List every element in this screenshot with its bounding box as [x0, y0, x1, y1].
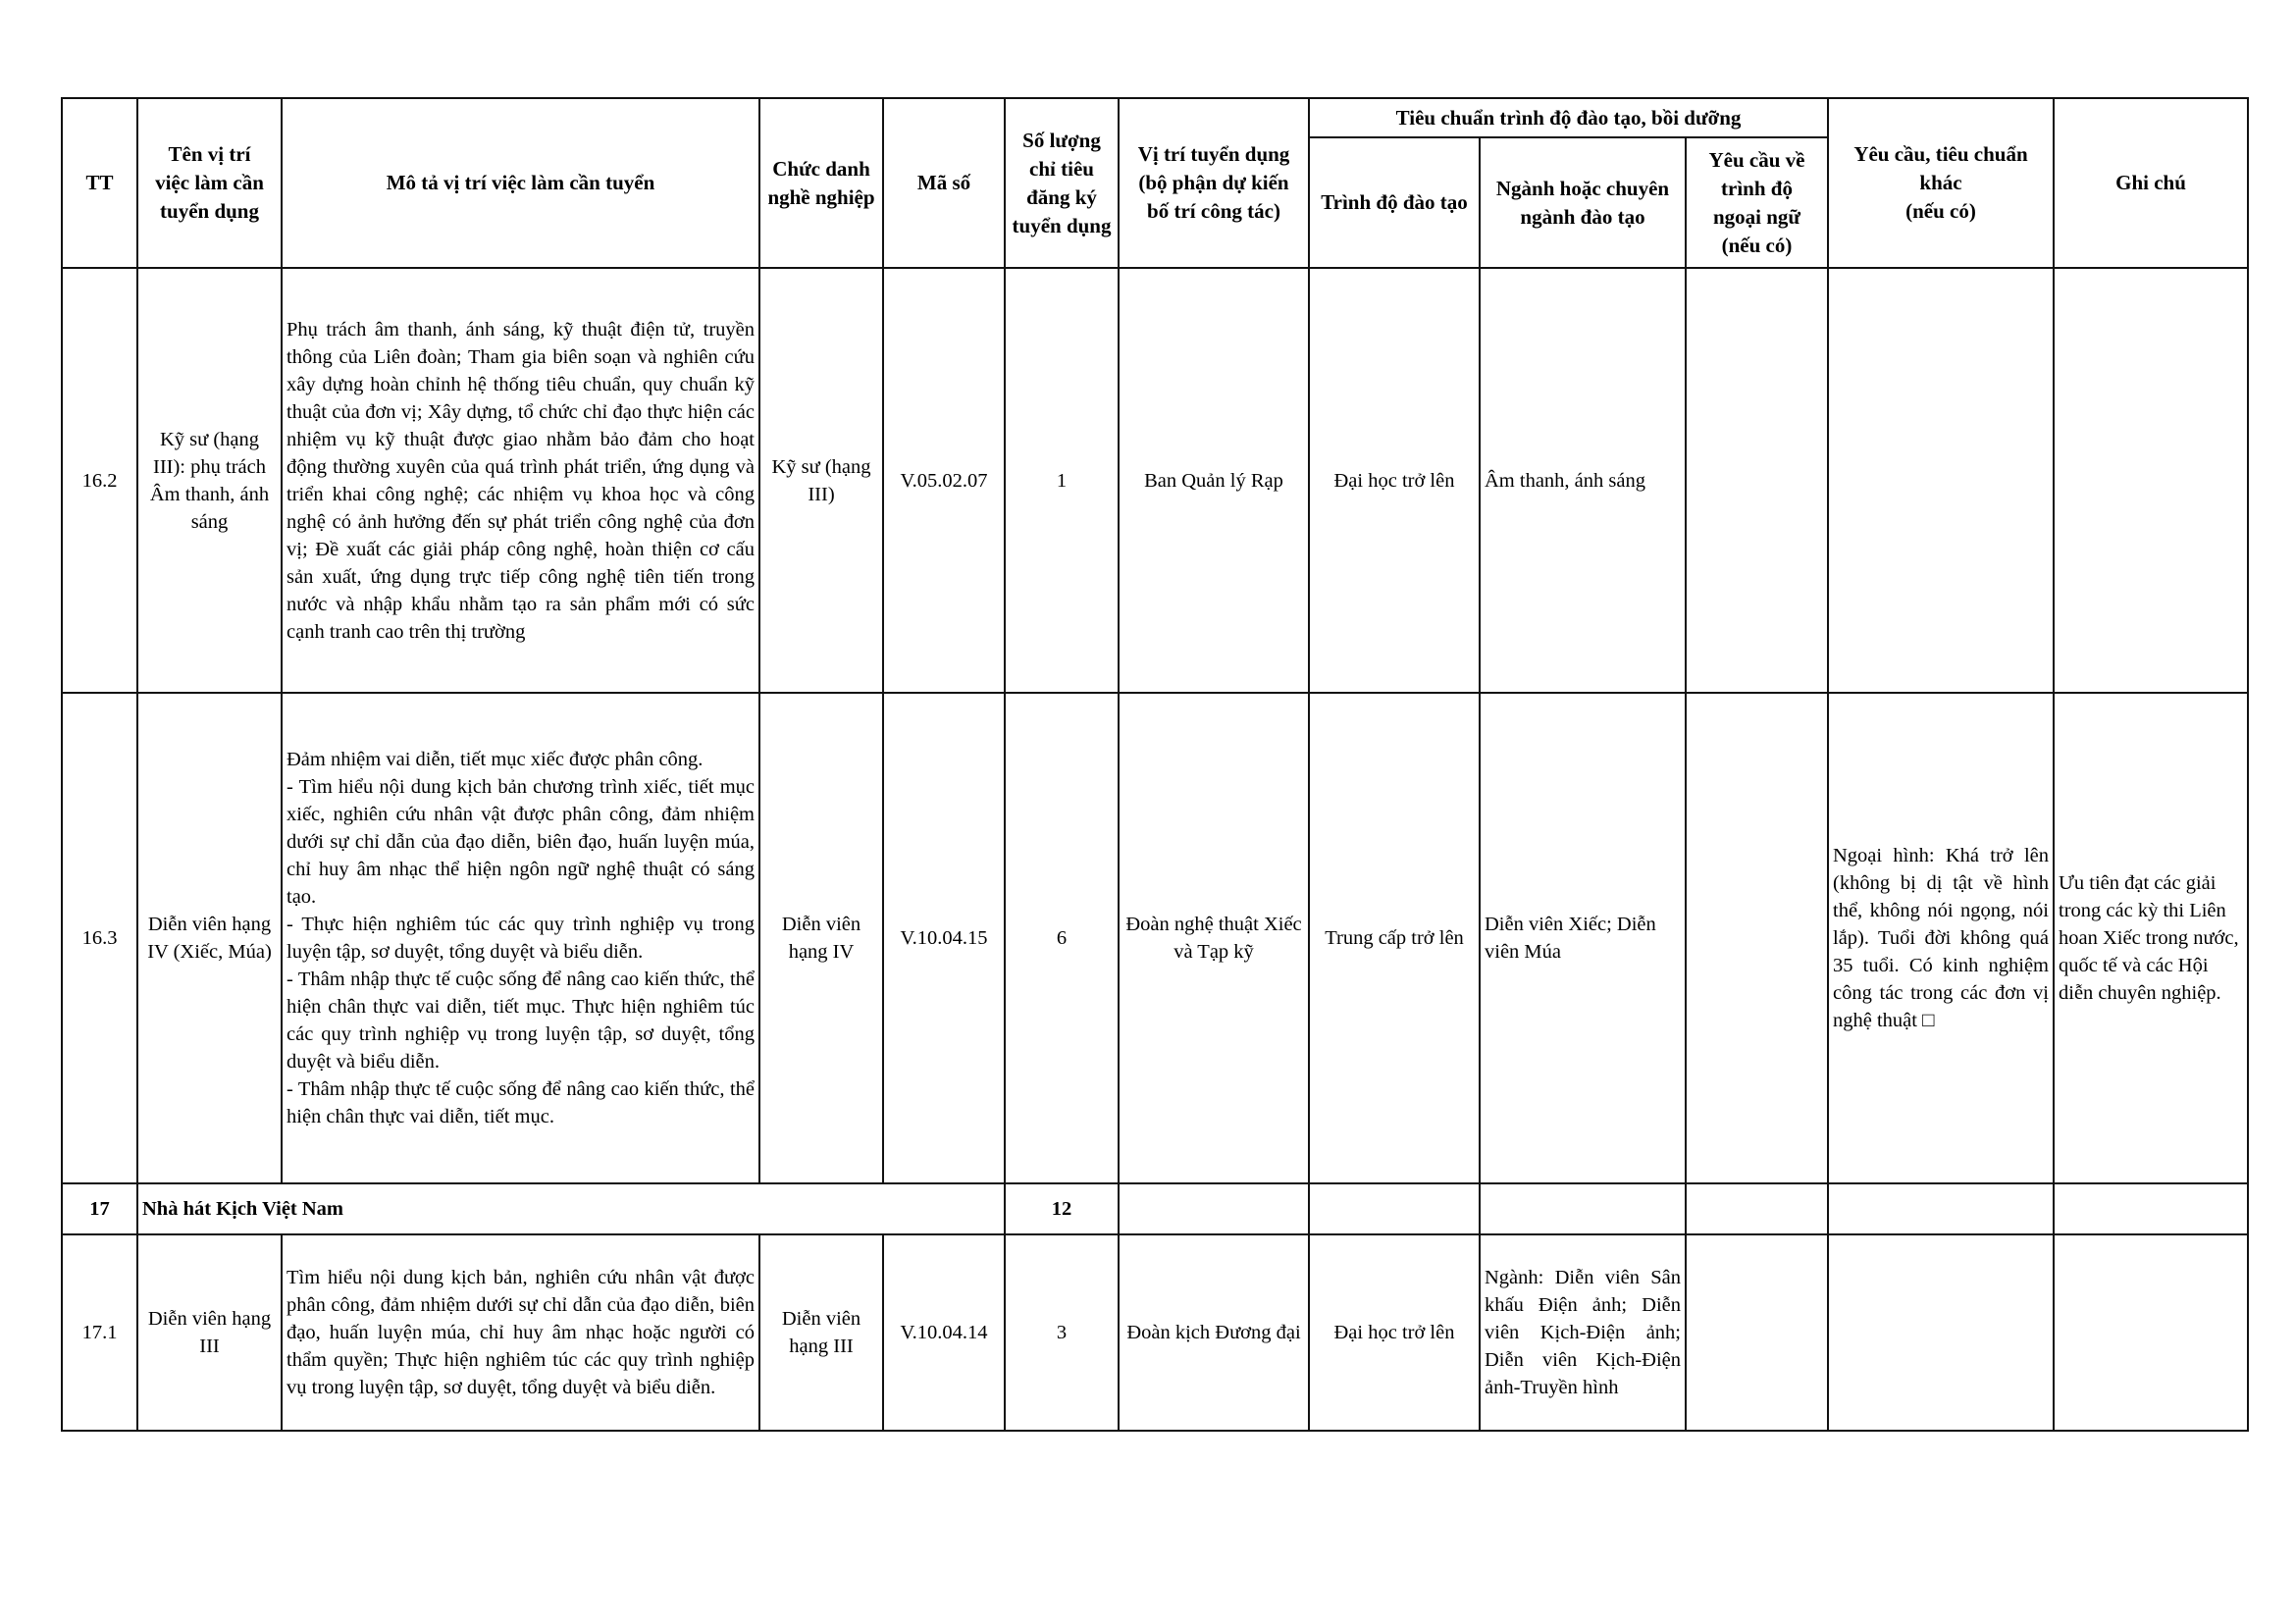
cell-placement: Đoàn nghệ thuật Xiếc và Tạp kỹ: [1119, 693, 1309, 1183]
group-empty-cell: [1309, 1183, 1480, 1234]
header-tt: TT: [62, 98, 137, 268]
group-empty-cell: [1828, 1183, 2054, 1234]
cell-quota: 6: [1005, 693, 1119, 1183]
group-quota: 12: [1005, 1183, 1119, 1234]
header-training-level: Trình độ đào tạo: [1309, 137, 1480, 268]
cell-description: Đảm nhiệm vai diễn, tiết mục xiếc được phân công. - Tìm hiểu nội dung kịch bản chương trình xiếc, tiết mục xiếc, nghiên cứu nhân vật được phân công, đảm nhiệm dưới sự chỉ dẫn của đạo diễn, biên đạo, huấn luyện múa, chỉ huy âm nhạc thể hiện ngôn ngữ nghệ thuật có sáng tạo. - Thực hiện nghiêm túc các quy trình nghiệp vụ trong luyện tập, sơ duyệt, tổng duyệt và biểu diễn. - Thâm nhập thực tế cuộc sống để nâng cao kiến thức, thể hiện chân thực vai diễn, tiết mục. Thực hiện nghiêm túc các quy trình nghiệp vụ trong luyện tập, sơ duyệt, tổng duyệt và biểu diễn. - Thâm nhập thực tế cuộc sống để nâng cao kiến thức, thể hiện chân thực vai diễn, tiết mục.: [282, 693, 759, 1183]
cell-description: Phụ trách âm thanh, ánh sáng, kỹ thuật điện tử, truyền thông của Liên đoàn; Tham gia biên soạn và nghiên cứu xây dựng hoàn chỉnh hệ thống tiêu chuẩn, quy chuẩn kỹ thuật của đơn vị; Xây dựng, tổ chức chỉ đạo thực hiện các nhiệm vụ kỹ thuật được giao nhằm bảo đảm cho hoạt động thường xuyên của quá trình phát triển, ứng dụng và triển khai công nghệ; các nhiệm vụ khoa học và công nghệ có ảnh hưởng đến sự phát triển công nghệ của đơn vị; Đề xuất các giải pháp công nghệ, hoàn thiện cơ cấu sản xuất, ứng dụng trực tiếp công nghệ tiên tiến trong nước và nhập khẩu nhằm tạo ra sản phẩm mới có sức cạnh tranh cao trên thị trường: [282, 268, 759, 693]
cell-title: Kỹ sư (hạng III): [759, 268, 883, 693]
header-placement: Vị trí tuyển dụng (bộ phận dự kiến bố trí công tác): [1119, 98, 1309, 268]
recruitment-table: [61, 97, 2249, 1432]
group-tt: 17: [62, 1183, 137, 1234]
table-row: [62, 268, 2248, 693]
cell-tt: 16.3: [62, 693, 137, 1183]
cell-training-level: Trung cấp trở lên: [1309, 693, 1480, 1183]
header-training-group: Tiêu chuẩn trình độ đào tạo, bồi dưỡng: [1309, 98, 1828, 137]
cell-position-name: Diễn viên hạng IV (Xiếc, Múa): [137, 693, 282, 1183]
cell-other-requirements: Ngoại hình: Khá trở lên (không bị dị tật về hình thể, không nói ngọng, nói lắp). Tuổi đời không quá 35 tuổi. Có kinh nghiệm công tác trong các đơn vị nghệ thuật □: [1828, 693, 2054, 1183]
cell-tt: 17.1: [62, 1234, 137, 1431]
cell-quota: 1: [1005, 268, 1119, 693]
header-quota: Số lượng chỉ tiêu đăng ký tuyển dụng: [1005, 98, 1119, 268]
cell-position-name: Diễn viên hạng III: [137, 1234, 282, 1431]
header-code: Mã số: [883, 98, 1005, 268]
cell-other-requirements: [1828, 268, 2054, 693]
header-major: Ngành hoặc chuyên ngành đào tạo: [1480, 137, 1686, 268]
table-row: [62, 693, 2248, 1183]
group-name: Nhà hát Kịch Việt Nam: [137, 1183, 1005, 1234]
cell-major: Diễn viên Xiếc; Diễn viên Múa: [1480, 693, 1686, 1183]
cell-tt: 16.2: [62, 268, 137, 693]
cell-notes: Ưu tiên đạt các giải trong các kỳ thi Liên hoan Xiếc trong nước, quốc tế và các Hội diễn chuyên nghiệp.: [2054, 693, 2248, 1183]
cell-training-level: Đại học trở lên: [1309, 1234, 1480, 1431]
cell-code: V.10.04.15: [883, 693, 1005, 1183]
cell-code: V.05.02.07: [883, 268, 1005, 693]
header-other-requirements: Yêu cầu, tiêu chuẩn khác (nếu có): [1828, 98, 2054, 268]
cell-title: Diễn viên hạng IV: [759, 693, 883, 1183]
cell-training-level: Đại học trở lên: [1309, 268, 1480, 693]
cell-language: [1686, 693, 1828, 1183]
header-description: Mô tả vị trí việc làm cần tuyển: [282, 98, 759, 268]
header-notes: Ghi chú: [2054, 98, 2248, 268]
group-empty-cell: [1686, 1183, 1828, 1234]
header-title: Chức danh nghề nghiệp: [759, 98, 883, 268]
cell-placement: Đoàn kịch Đương đại: [1119, 1234, 1309, 1431]
cell-quota: 3: [1005, 1234, 1119, 1431]
header-language: Yêu cầu về trình độ ngoại ngữ (nếu có): [1686, 137, 1828, 268]
cell-code: V.10.04.14: [883, 1234, 1005, 1431]
cell-language: [1686, 268, 1828, 693]
group-empty-cell: [1119, 1183, 1309, 1234]
group-empty-cell: [2054, 1183, 2248, 1234]
header-row: [62, 98, 2248, 137]
cell-major: Âm thanh, ánh sáng: [1480, 268, 1686, 693]
cell-position-name: Kỹ sư (hạng III): phụ trách Âm thanh, ánh sáng: [137, 268, 282, 693]
cell-title: Diễn viên hạng III: [759, 1234, 883, 1431]
header-position-name: Tên vị trí việc làm cần tuyển dụng: [137, 98, 282, 268]
cell-placement: Ban Quản lý Rạp: [1119, 268, 1309, 693]
group-row: [62, 1183, 2248, 1234]
table-row: [62, 1234, 2248, 1431]
cell-notes: [2054, 268, 2248, 693]
cell-major: Ngành: Diễn viên Sân khấu Điện ảnh; Diễn viên Kịch-Điện ảnh; Diễn viên Kịch-Điện ảnh-Truyền hình: [1480, 1234, 1686, 1431]
cell-other-requirements: [1828, 1234, 2054, 1431]
cell-description: Tìm hiểu nội dung kịch bản, nghiên cứu nhân vật được phân công, đảm nhiệm dưới sự chỉ dẫn của đạo diễn, biên đạo, huấn luyện múa, chỉ huy âm nhạc hoặc người có thẩm quyền; Thực hiện nghiêm túc các quy trình nghiệp vụ trong luyện tập, sơ duyệt, tổng duyệt và biểu diễn.: [282, 1234, 759, 1431]
group-empty-cell: [1480, 1183, 1686, 1234]
cell-notes: [2054, 1234, 2248, 1431]
cell-language: [1686, 1234, 1828, 1431]
